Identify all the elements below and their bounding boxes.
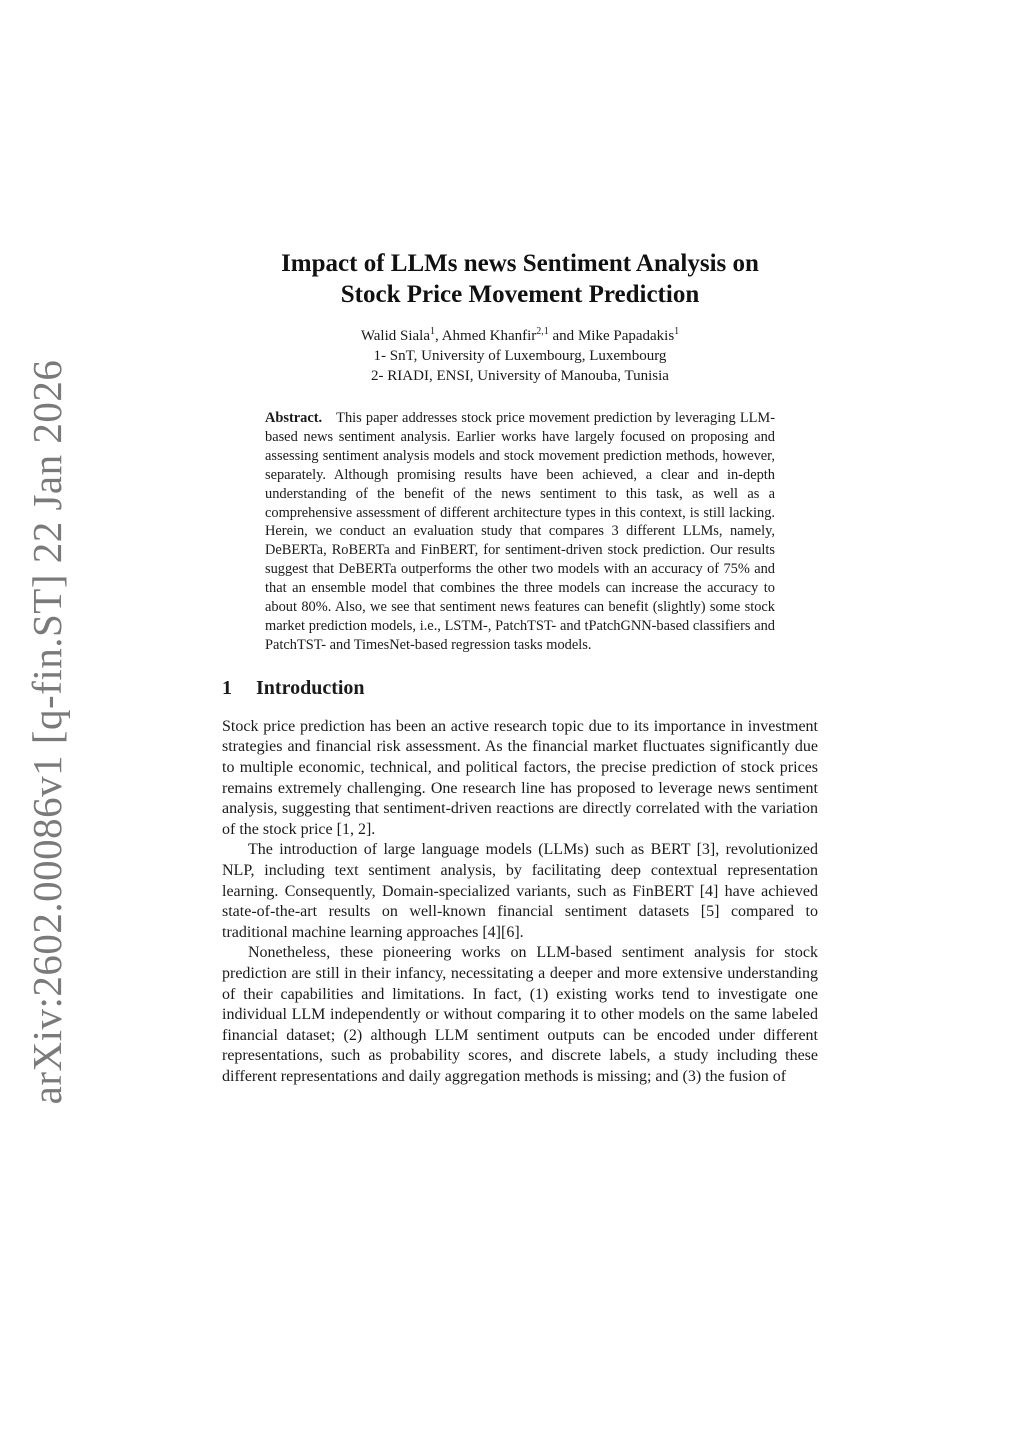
abstract-text: This paper addresses stock price movement prediction by leveraging LLM-based news sentiment analysis. Earlier works have largely focused on proposing and assessing sentiment analysis models and stock movement prediction methods, however, separately. Although promising results have been achieved, a clear and in-depth understanding of the benefit of the news sentiment to this task, as well as a comprehensive assessment of different architecture types in this context, is still lacking. Herein, we conduct an evaluation study that compares 3 different LLMs, namely, DeBERTa, RoBERTa and FinBERT, for sentiment-driven stock prediction. Our results suggest that DeBERTa outperforms the other two models with an accuracy of 75% and that an ensemble model that combines the three models can increase the accuracy to about 80%. Also, we see that sentiment news features can benefit (slightly) some stock market prediction models, i.e., LSTM-, PatchTST- and tPatchGNN-based classifiers and PatchTST- and TimesNet-based regression tasks models. — [265, 410, 775, 653]
author-affil-marker: 2,1 — [536, 326, 549, 337]
author-name: Walid Siala — [360, 328, 431, 344]
title-line-1: Impact of LLMs news Sentiment Analysis on — [281, 250, 759, 277]
abstract-label: Abstract. — [265, 410, 323, 426]
abstract — [265, 409, 775, 655]
author-name: Ahmed Khanfir — [441, 328, 537, 344]
author-separator: , — [435, 328, 442, 344]
body-paragraph: Stock price prediction has been an active research topic due to its importance in investment strategies and financial risk assessment. As the financial market fluctuates significantly due to multiple economic, technical, and political factors, the precise prediction of stock prices remains extremely challenging. One research line has proposed to leverage news sentiment analysis, suggesting that sentiment-driven reactions are directly correlated with the variation of the stock price [1, 2]. — [222, 717, 818, 838]
author-name: Mike Papadakis — [577, 328, 675, 344]
paper-title — [222, 248, 818, 310]
affiliation-2: 2- RIADI, ENSI, University of Manouba, Tunisia — [371, 368, 669, 384]
body-paragraph: Nonetheless, these pioneering works on LLM-based sentiment analysis for stock prediction are still in their infancy, necessitating a deeper and more extensive understanding of their capabilities and limitations. In fact, (1) existing works tend to investigate one individual LLM independently or without comparing it to other models on the same labeled financial dataset; (2) although LLM sentiment outputs can be encoded under different representations, such as probability scores, and discrete labels, a study including these different representations and daily aggregation methods is missing; and (3) the fusion of — [222, 944, 818, 1085]
author-affil-marker: 1 — [430, 326, 436, 337]
section-heading — [222, 675, 818, 701]
section-number: 1 — [222, 676, 232, 699]
title-line-2: Stock Price Movement Prediction — [340, 281, 700, 308]
author-affil-marker: 1 — [674, 326, 680, 337]
paper-content — [222, 248, 818, 1087]
arxiv-identifier: arXiv:2602.00086v1 [q-fin.ST] 22 Jan 2026 — [24, 359, 70, 1105]
section-title: Introduction — [256, 676, 365, 699]
author-separator: and — [548, 328, 578, 344]
body-paragraph: The introduction of large language models (LLMs) such as BERT [3], revolutionized NLP, including text sentiment analysis, by facilitating deep contextual representation learning. Consequently, Domain-specialized variants, such as FinBERT [4] have achieved state-of-the-art results on well-known financial sentiment datasets [5] compared to traditional machine learning approaches [4][6]. — [222, 841, 818, 941]
affiliation-1: 1- SnT, University of Luxembourg, Luxembourg — [373, 348, 667, 364]
author-list — [222, 326, 818, 346]
